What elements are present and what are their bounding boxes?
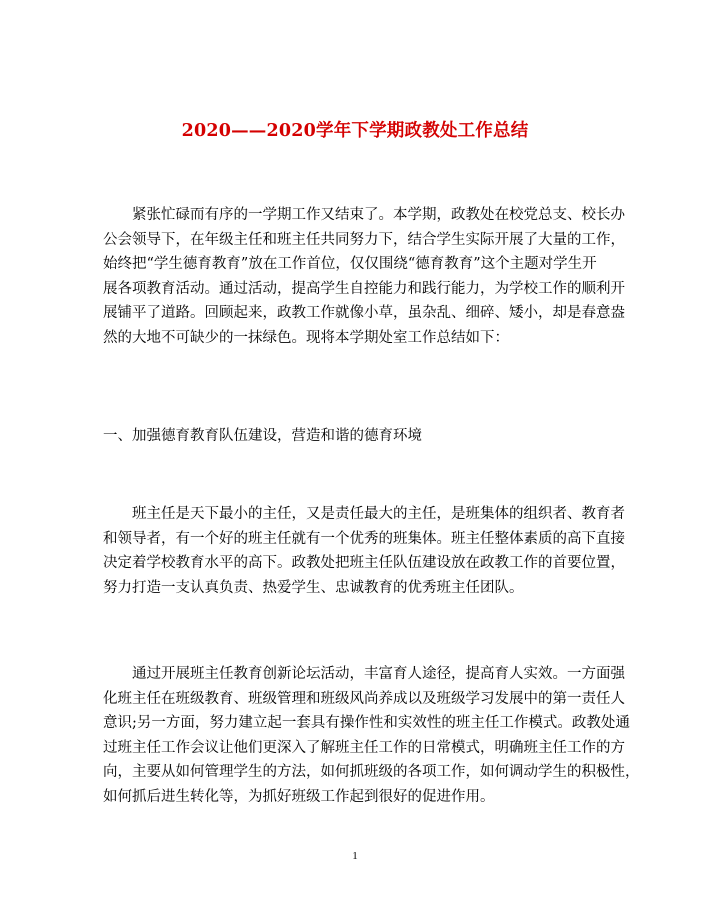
- paragraph-line: 公会领导下，在年级主任和班主任共同努力下，结合学生实际开展了大量的工作，: [103, 231, 625, 248]
- paragraph-line: 始终把“学生德育教育”放在工作首位，仅仅围绕“德育教育”这个主题对学生开: [103, 256, 597, 272]
- paragraph-line: 意识;另一方面，努力建立起一套具有操作性和实效性的班主任工作模式。政教处通: [103, 715, 630, 731]
- paragraph-forum: [103, 662, 640, 809]
- paragraph-line: 和领导者，有一个好的班主任就有一个优秀的班集体。班主任整体素质的高下直接: [103, 530, 625, 547]
- paragraph-line: 向，主要从如何管理学生的方法，如何抓班级的各项工作，如何调动学生的积极性，: [103, 764, 640, 780]
- paragraph-line: 化班主任在班级教育、班级管理和班级风尚养成以及班级学习发展中的第一责任人: [103, 690, 625, 707]
- paragraph-line: 如何抓后进生转化等，为抓好班级工作起到很好的促进作用。: [103, 788, 495, 805]
- section-heading-1: [103, 424, 613, 449]
- paragraph-line: 展铺平了道路。回顾起来，政教工作就像小草，虽杂乱、细碎、矮小，却是春意盎: [103, 305, 625, 321]
- paragraph-line: 决定着学校教育水平的高下。政教处把班主任队伍建设放在政教工作的首要位置，: [103, 555, 625, 571]
- paragraph-line: 紧张忙碌而有序的一学期工作又结束了。本学期，政教处在校党总支、校长办: [132, 207, 625, 223]
- page-number: 1: [352, 850, 358, 862]
- paragraph-line: 通过开展班主任教育创新论坛活动，丰富育人途径，提高育人实效。一方面强: [132, 666, 625, 682]
- paragraph-head-teachers: [103, 502, 625, 600]
- section-heading-text: 一、加强德育教育队伍建设，营造和谐的德育环境: [103, 428, 422, 444]
- paragraph-intro: [103, 203, 625, 350]
- paragraph-line: 努力打造一支认真负责、热爱学生、忠诚教育的优秀班主任团队。: [103, 579, 524, 596]
- paragraph-line: 然的大地不可缺少的一抹绿色。现将本学期处室工作总结如下：: [103, 329, 509, 346]
- paragraph-line: 过班主任工作会议让他们更深入了解班主任工作的日常模式，明确班主任工作的方: [103, 739, 625, 756]
- document-title: 2020——2020学年下学期政教处工作总结: [181, 121, 529, 141]
- paragraph-line: 展各项教育活动。通过活动，提高学生自控能力和践行能力，为学校工作的顺利开: [103, 280, 625, 297]
- paragraph-line: 班主任是天下最小的主任，又是责任最大的主任，是班集体的组织者、教育者: [132, 506, 625, 522]
